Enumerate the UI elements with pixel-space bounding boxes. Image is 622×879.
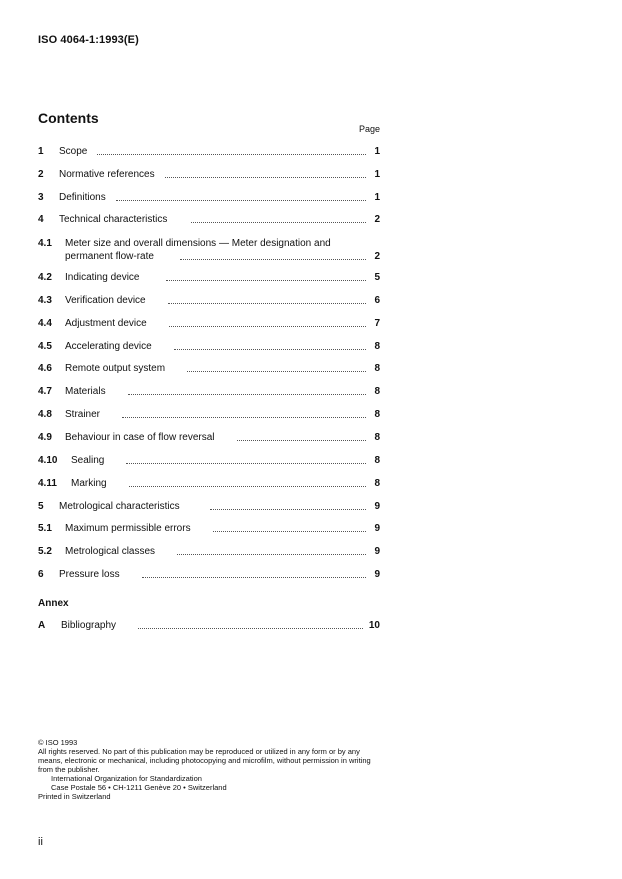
- toc-entry-title: Sealing: [71, 455, 105, 466]
- toc-entry-title: Behaviour in case of flow reversal: [65, 432, 215, 443]
- toc-entry-title: Definitions: [59, 192, 106, 203]
- dot-leader: [174, 349, 366, 350]
- toc-entry-page: 1: [374, 146, 380, 157]
- toc-entry[interactable]: [38, 169, 380, 181]
- toc-entry-title: Remote output system: [65, 363, 166, 374]
- copyright-notice: [38, 738, 383, 801]
- publisher-address: Case Postale 56 • CH-1211 Genève 20 • Switzerland: [51, 783, 227, 792]
- annex-list: [38, 620, 380, 632]
- toc-entry-page: 10: [368, 620, 380, 631]
- toc-entry-number: 5: [38, 501, 44, 512]
- toc-entry-title: Metrological classes: [65, 546, 156, 557]
- toc-entry-title: Materials: [65, 386, 106, 397]
- page-column-label: Page: [359, 124, 381, 134]
- toc-entry-number: A: [38, 620, 46, 631]
- toc-entry-page: 9: [374, 523, 380, 534]
- toc-entry-title: Verification device: [65, 295, 146, 306]
- dot-leader: [191, 222, 366, 223]
- dot-leader: [142, 577, 366, 578]
- dot-leader: [213, 531, 366, 532]
- toc-entry-page: 8: [374, 363, 380, 374]
- toc-entry-page: 8: [374, 432, 380, 443]
- page-number: ii: [38, 836, 43, 848]
- toc-entry[interactable]: [38, 523, 380, 535]
- toc-entry-page: 9: [374, 501, 380, 512]
- toc-entry-number: 4.6: [38, 363, 52, 374]
- dot-leader: [166, 280, 367, 281]
- toc-entry[interactable]: [38, 192, 380, 204]
- publisher-name: International Organization for Standardization: [51, 774, 202, 783]
- toc-entry-page: 8: [374, 478, 380, 489]
- toc-entry-page: 7: [374, 318, 380, 329]
- dot-leader: [168, 303, 366, 304]
- dot-leader: [237, 440, 366, 441]
- toc-entry-number: 2: [38, 169, 44, 180]
- toc-entry-title: Maximum permissible errors: [65, 523, 191, 534]
- toc-entry-title: Marking: [71, 478, 107, 489]
- toc-entry-title: Indicating device: [65, 272, 140, 283]
- toc-entry-number: 4.5: [38, 341, 52, 352]
- toc-entry-number: 4.7: [38, 386, 52, 397]
- toc-entry-number: 4.9: [38, 432, 52, 443]
- toc-entry-title: Meter size and overall dimensions — Meter designation and: [65, 238, 331, 249]
- toc-entry[interactable]: [38, 409, 380, 421]
- toc-entry[interactable]: [38, 386, 380, 398]
- toc-entry-number: 1: [38, 146, 44, 157]
- printed-location: Printed in Switzerland: [38, 792, 111, 801]
- toc-entry-number: 4.11: [38, 478, 57, 489]
- toc-entry-page: 9: [374, 569, 380, 580]
- toc-entry-number: 4.8: [38, 409, 52, 420]
- toc-entry-number: 6: [38, 569, 44, 580]
- toc-entry-title: Pressure loss: [59, 569, 120, 580]
- toc-entry-title: Normative references: [59, 169, 155, 180]
- dot-leader: [187, 371, 366, 372]
- toc-entry[interactable]: [38, 295, 380, 307]
- dot-leader: [126, 463, 366, 464]
- dot-leader: [210, 509, 366, 510]
- toc-entry-number: 4.10: [38, 455, 58, 466]
- dot-leader: [177, 554, 366, 555]
- toc-entry-page: 1: [374, 192, 380, 203]
- dot-leader: [138, 628, 363, 629]
- toc-entry-number: 4.1: [38, 238, 52, 249]
- toc-entry-title-continued: permanent flow-rate: [65, 251, 154, 262]
- rights-statement: All rights reserved. No part of this publication may be reproduced or utilized in any form or by any means, electronic or mechanical, including photocopying and microfilm, without permission in writing from the publisher.: [38, 747, 371, 774]
- toc-entry-title: Scope: [59, 146, 88, 157]
- toc-entry[interactable]: [38, 478, 380, 490]
- toc-entry-page: 6: [374, 295, 380, 306]
- document-id: ISO 4064-1:1993(E): [38, 34, 139, 46]
- toc-entry-page: 1: [374, 169, 380, 180]
- toc-entry[interactable]: [38, 455, 380, 467]
- contents-heading: Contents: [38, 110, 99, 126]
- toc-entry-title: Adjustment device: [65, 318, 147, 329]
- toc-entry-page: 8: [374, 409, 380, 420]
- toc-entry[interactable]: [38, 214, 380, 226]
- toc-entry-number: 5.2: [38, 546, 52, 557]
- dot-leader: [165, 177, 366, 178]
- toc-entry-page: 8: [374, 455, 380, 466]
- toc-entry-page: 9: [374, 546, 380, 557]
- toc-entry[interactable]: [38, 569, 380, 581]
- dot-leader: [128, 394, 366, 395]
- dot-leader: [169, 326, 366, 327]
- toc-entry-number: 3: [38, 192, 44, 203]
- toc-entry-number: 4.4: [38, 318, 52, 329]
- copyright-line: © ISO 1993: [38, 738, 78, 747]
- dot-leader: [129, 486, 366, 487]
- toc-entry-title: Strainer: [65, 409, 101, 420]
- toc-entry-number: 4.3: [38, 295, 52, 306]
- toc-entry-number: 5.1: [38, 523, 52, 534]
- dot-leader: [180, 259, 366, 260]
- toc-entry-title: Bibliography: [61, 620, 117, 631]
- annex-heading: Annex: [38, 598, 69, 609]
- toc-entry-page: 8: [374, 386, 380, 397]
- dot-leader: [122, 417, 366, 418]
- toc-entry[interactable]: [38, 620, 380, 632]
- dot-leader: [97, 154, 366, 155]
- toc-entry[interactable]: [38, 432, 380, 444]
- toc-entry-page: 8: [374, 341, 380, 352]
- toc-entry-page: 5: [374, 272, 380, 283]
- toc-entry[interactable]: [38, 546, 380, 558]
- toc-entry-title: Metrological characteristics: [59, 501, 180, 512]
- toc-entry-number: 4.2: [38, 272, 52, 283]
- toc-entry[interactable]: [38, 363, 380, 375]
- toc-entry-page: 2: [374, 251, 380, 262]
- toc-entry[interactable]: [38, 501, 380, 513]
- toc-entry-title: Accelerating device: [65, 341, 152, 352]
- toc-entry[interactable]: [38, 237, 380, 263]
- toc-entry[interactable]: [38, 318, 380, 330]
- toc-entry-page: 2: [374, 214, 380, 225]
- toc-entry[interactable]: [38, 272, 380, 284]
- toc-entry-title: Technical characteristics: [59, 214, 168, 225]
- dot-leader: [116, 200, 366, 201]
- toc-entry[interactable]: [38, 146, 380, 158]
- toc-entry[interactable]: [38, 341, 380, 353]
- toc-entry-number: 4: [38, 214, 44, 225]
